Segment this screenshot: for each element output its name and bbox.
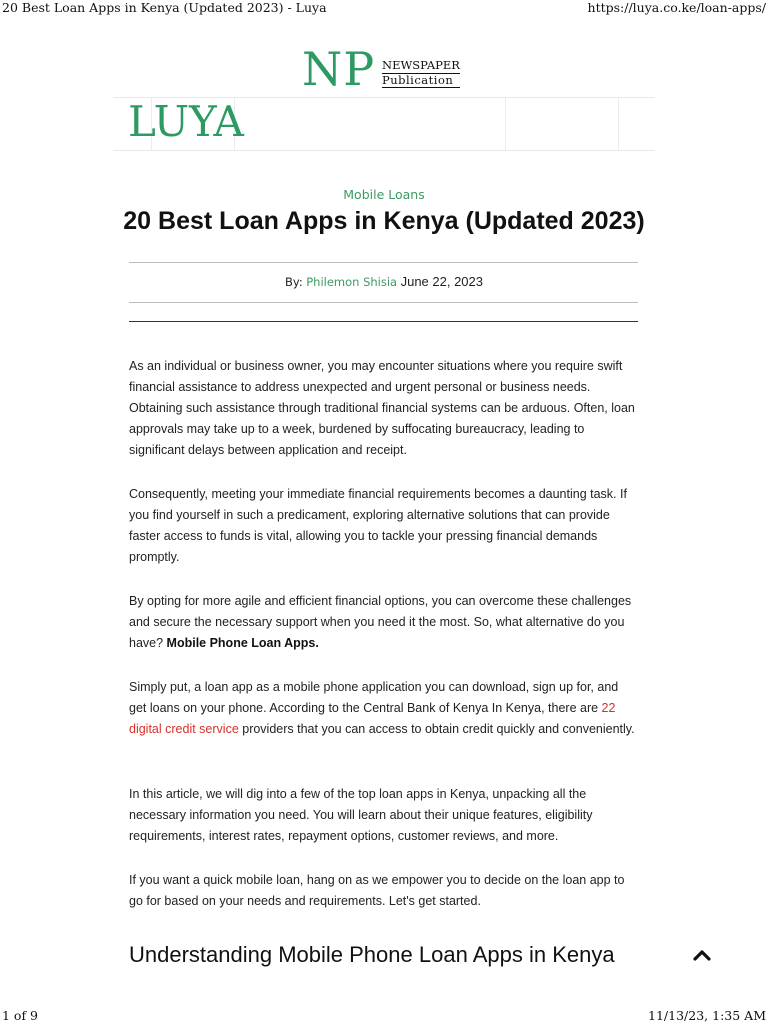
- paragraph-text: Simply put, a loan app as a mobile phone application you can download, sign up for, and get loans on your phone. According to the Central Bank of Kenya In Kenya, there are: [129, 680, 619, 715]
- logo-text: [382, 59, 460, 88]
- digital-credit-link[interactable]: 22 digital credit service: [129, 701, 616, 736]
- logo-line-publication: Publication: [382, 74, 460, 88]
- print-header: [0, 0, 768, 16]
- chevron-up-icon: [688, 943, 716, 967]
- article-paragraph: As an individual or business owner, you may encounter situations where you require swift financial assistance to address unexpected and urgent personal or business needs. Obtaining such assistance through traditional financial systems can be arduous. Often, loan approvals may take up to a week, burdened by suffocating bureaucracy, leading to significant delays between application and receipt.: [129, 359, 635, 457]
- logo-letters: NP: [302, 42, 376, 96]
- paragraph-emphasis: Mobile Phone Loan Apps.: [166, 636, 319, 650]
- article-paragraph: [129, 591, 639, 654]
- byline-label: By:: [285, 275, 303, 289]
- paragraph-text: providers that you can access to obtain credit quickly and conveniently.: [238, 722, 635, 736]
- divider: [129, 321, 638, 322]
- author-link[interactable]: Philemon Shisia: [306, 275, 398, 289]
- article-paragraph: [129, 677, 639, 740]
- article-title: 20 Best Loan Apps in Kenya (Updated 2023): [123, 207, 645, 235]
- article-paragraph: If you want a quick mobile loan, hang on as we empower you to decide on the loan app to go for based on your needs and requirements. Let's get started.: [129, 873, 625, 908]
- print-page-url: https://luya.co.ke/loan-apps/: [587, 0, 766, 15]
- article-paragraph: In this article, we will dig into a few of the top loan apps in Kenya, unpacking all the necessary information you need. You will learn about their unique features, eligibility requirements, interest rates, repayment options, customer reviews, and more.: [129, 787, 593, 843]
- site-nav-bar: [113, 97, 655, 151]
- nav-divider: [618, 98, 619, 150]
- nav-divider: [505, 98, 506, 150]
- divider: [129, 302, 638, 303]
- article-paragraph: Consequently, meeting your immediate financial requirements becomes a daunting task. If you find yourself in such a predicament, exploring alternative solutions that can provide faster access to funds is vital, allowing you to tackle your pressing financial demands promptly.: [129, 487, 627, 564]
- logo-line-newspaper: NEWSPAPER: [382, 58, 460, 72]
- print-page-title: 20 Best Loan Apps in Kenya (Updated 2023) - Luya: [2, 0, 327, 15]
- divider: [129, 262, 638, 263]
- site-logo[interactable]: LUYA: [128, 97, 244, 146]
- publish-date: June 22, 2023: [400, 274, 483, 289]
- scroll-to-top-button[interactable]: [688, 943, 716, 967]
- print-datetime: 11/13/23, 1:35 AM: [648, 1008, 766, 1023]
- article-category[interactable]: Mobile Loans: [343, 187, 425, 202]
- paragraph-text: By opting for more agile and efficient financial options, you can overcome these challenges and secure the necessary support when you need it the most. So, what alternative do you have?: [129, 594, 632, 650]
- section-heading: Understanding Mobile Phone Loan Apps in Kenya: [129, 942, 615, 967]
- article-byline: [0, 274, 768, 289]
- print-footer: [0, 1008, 768, 1024]
- print-page-number: 1 of 9: [2, 1008, 39, 1023]
